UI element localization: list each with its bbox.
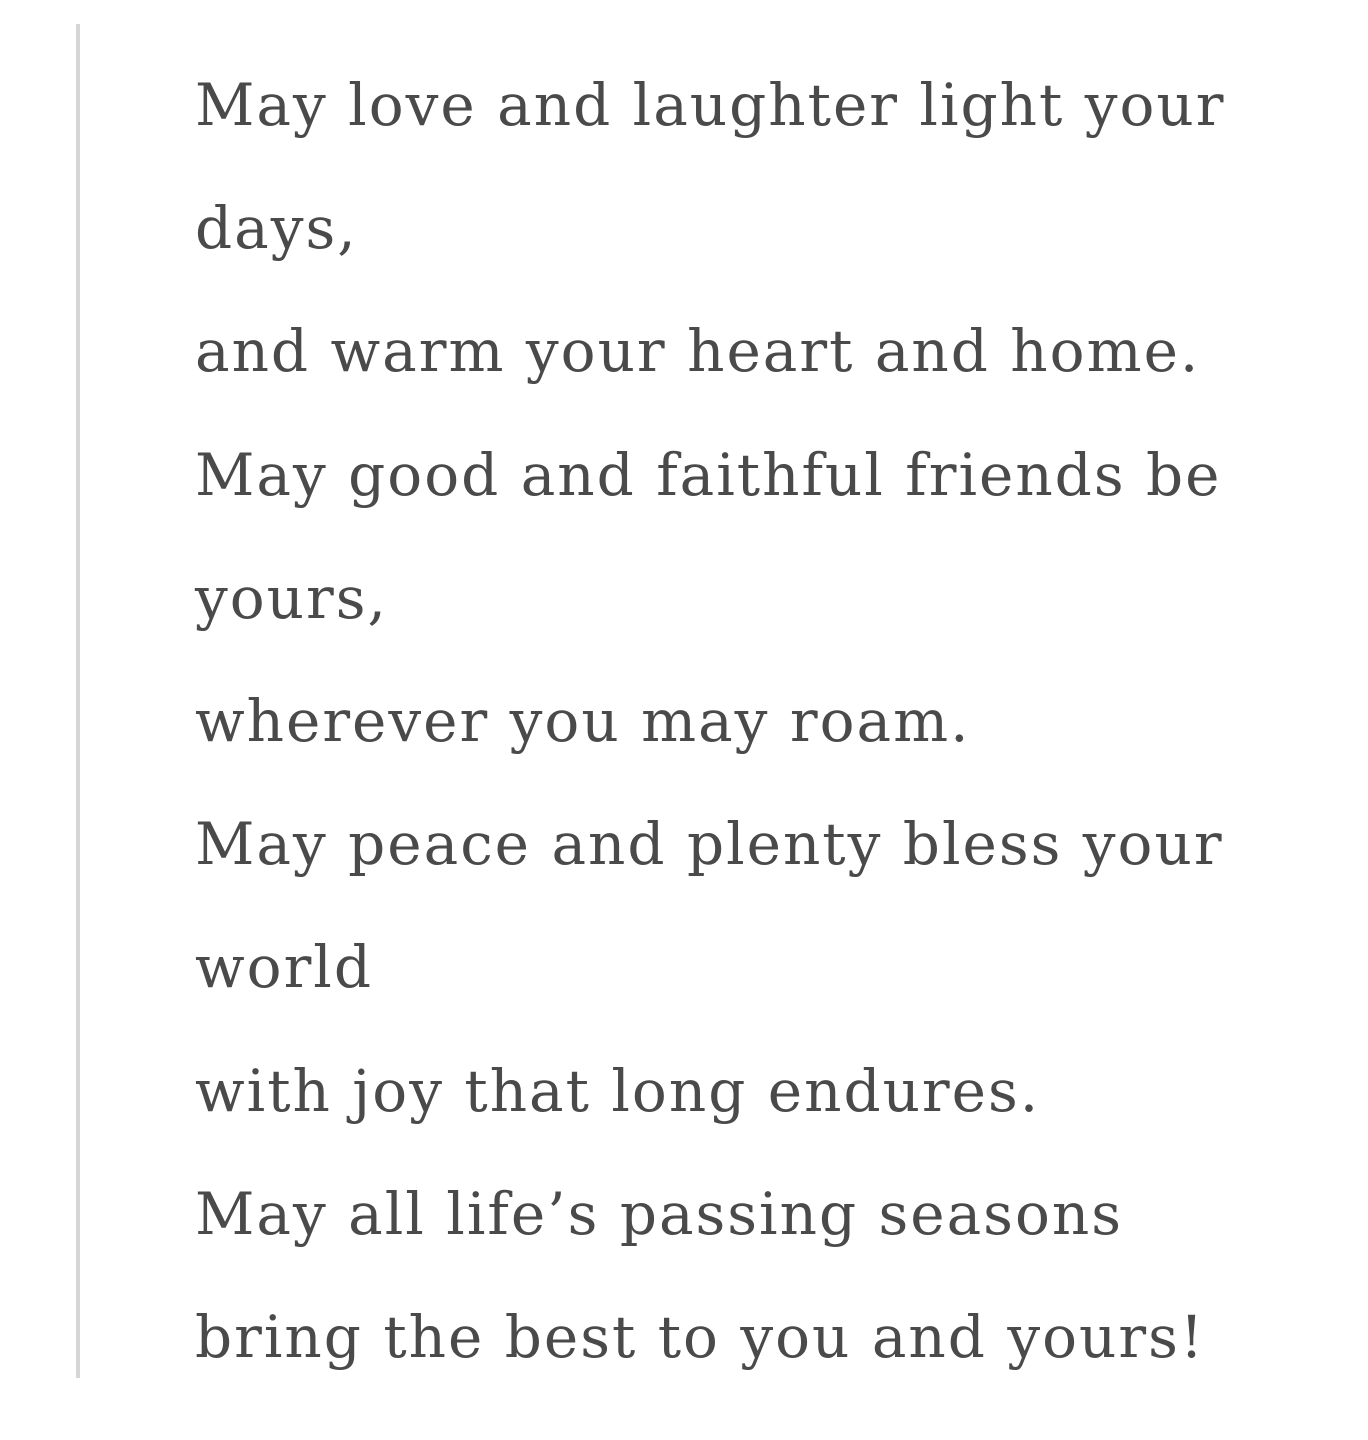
poem-line-7: May all life’s passing seasons (195, 1179, 1123, 1248)
poem-line-4: wherever you may roam. (195, 687, 971, 756)
poem-line-5: May peace and plenty bless your world (195, 810, 1224, 1002)
poem-line-3: May good and faithful friends be yours, (195, 440, 1222, 632)
poem-line-6: with joy that long endures. (195, 1056, 1041, 1125)
poem-line-2: and warm your heart and home. (195, 317, 1201, 386)
poem-line-1: May love and laughter light your days, (195, 71, 1226, 263)
blockquote (76, 24, 1256, 1378)
poem (195, 44, 1255, 1399)
poem-line-8: bring the best to you and yours! (195, 1303, 1206, 1372)
